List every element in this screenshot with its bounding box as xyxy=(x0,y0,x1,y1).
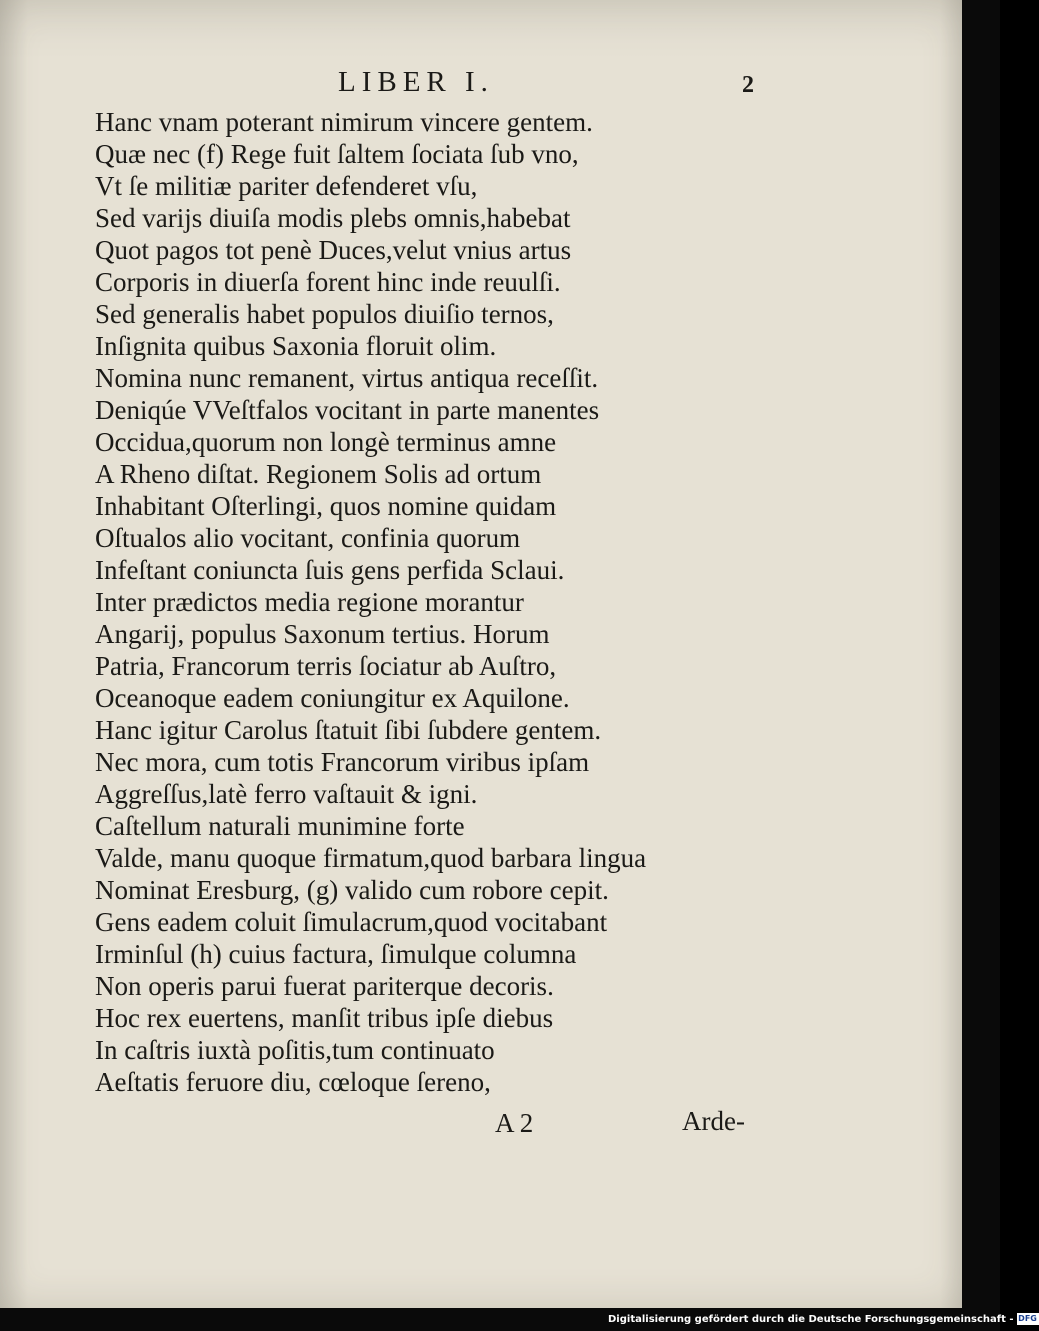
verse-line: Aeſtatis feruore diu, cœloque ſereno, xyxy=(95,1067,491,1097)
catchword: Arde- xyxy=(682,1106,745,1136)
verse-line: Patria, Francorum terris ſociatur ab Auſtro, xyxy=(95,651,557,681)
verse-line: Nominat Eresburg, (g) valido cum robore cepit. xyxy=(95,875,609,905)
verse-line: Vt ſe militiæ pariter defenderet vſu, xyxy=(95,171,478,201)
verse-line: Oſtualos alio vocitant, confinia quorum xyxy=(95,523,521,553)
verse-line: Quæ nec (f) Rege fuit ſaltem ſociata ſub vno, xyxy=(95,139,579,169)
verse-line: In caſtris iuxtà poſitis,tum continuato xyxy=(95,1035,495,1065)
verse-line: Nomina nunc remanent, virtus antiqua receſſit. xyxy=(95,363,599,393)
verse-line: Inhabitant Oſterlingi, quos nomine quidam xyxy=(95,491,557,521)
verse-line: Hanc igitur Carolus ſtatuit ſibi ſubdere gentem. xyxy=(95,715,602,745)
verse-line: Occidua,quorum non longè terminus amne xyxy=(95,427,557,457)
verse-line: Inter prædictos media regione morantur xyxy=(95,587,524,617)
page-number: 2 xyxy=(742,72,754,98)
verse-line: Gens eadem coluit ſimulacrum,quod vocitabant xyxy=(95,907,608,937)
verse-line: Quot pagos tot penè Duces,velut vnius artus xyxy=(95,235,572,265)
running-title: LIBER I. xyxy=(338,66,494,98)
verse-line: Caſtellum naturali munimine forte xyxy=(95,811,465,841)
verse-line: Inſignita quibus Saxonia floruit olim. xyxy=(95,331,497,361)
verse-line: Aggreſſus,latè ferro vaſtauit & igni. xyxy=(95,779,478,809)
verse-line: Sed varijs diuiſa modis plebs omnis,habebat xyxy=(95,203,571,233)
verse-line: A Rheno diſtat. Regionem Solis ad ortum xyxy=(95,459,542,489)
credit-text: Digitalisierung gefördert durch die Deutsche Forschungsgemeinschaft - xyxy=(608,1313,1014,1325)
verse-line: Non operis parui fuerat pariterque decoris. xyxy=(95,971,554,1001)
verse-line: Nec mora, cum totis Francorum viribus ipſam xyxy=(95,747,590,777)
verse-line: Infeſtant coniuncta ſuis gens perfida Sclaui. xyxy=(95,555,565,585)
verse-line: Irminſul (h) cuius factura, ſimulque columna xyxy=(95,939,577,969)
verse-line: Hoc rex euertens, manſit tribus ipſe diebus xyxy=(95,1003,554,1033)
verse-line: Sed generalis habet populos diuiſio ternos, xyxy=(95,299,554,329)
verse-line: Deniqúe VVeſtfalos vocitant in parte manentes xyxy=(95,395,600,425)
digitization-credit xyxy=(608,1313,1039,1325)
verse-line: Angarij, populus Saxonum tertius. Horum xyxy=(95,619,550,649)
verse-line: Oceanoque eadem coniungitur ex Aquilone. xyxy=(95,683,570,713)
verse-text xyxy=(95,106,745,1098)
dfg-logo-icon: DFG xyxy=(1018,1314,1037,1323)
verse-line: Valde, manu quoque firmatum,quod barbara lingua xyxy=(95,843,647,873)
signature-mark: A 2 xyxy=(495,1108,534,1138)
verse-line: Hanc vnam poterant nimirum vincere gentem. xyxy=(95,107,593,137)
verse-line: Corporis in diuerſa forent hinc inde reuulſi. xyxy=(95,267,561,297)
